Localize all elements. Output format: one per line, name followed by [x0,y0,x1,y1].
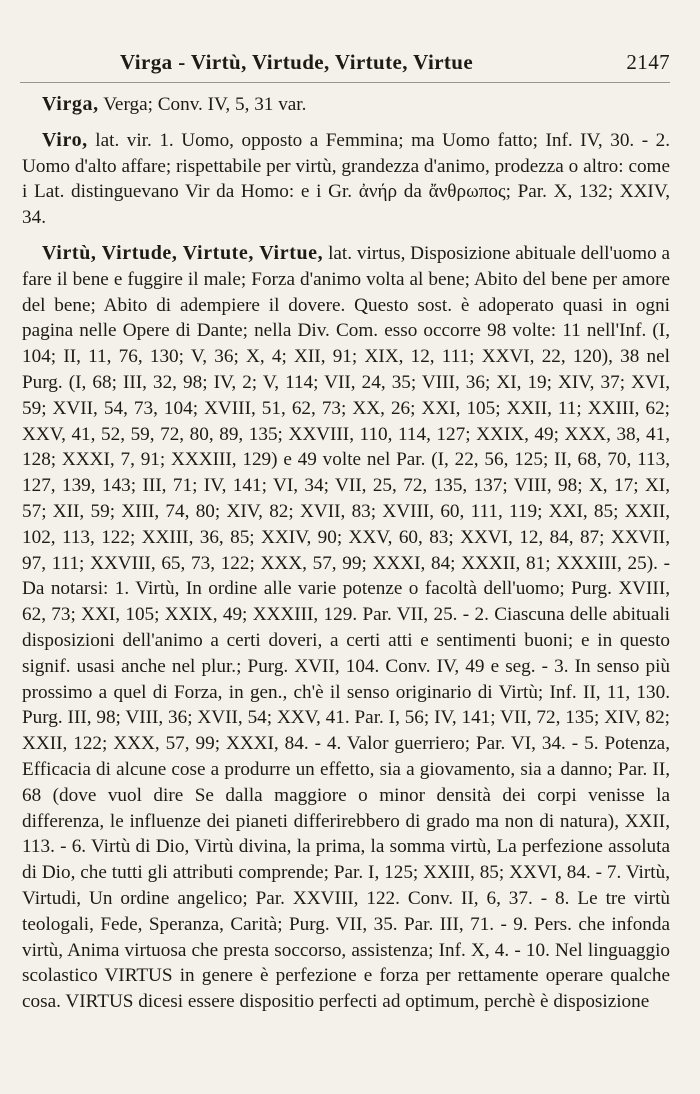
running-head [120,50,670,84]
headword: Virtù, Virtude, Virtute, Virtue, [42,241,324,264]
entry-text: lat. vir. 1. Uomo, opposto a Femmina; ma Uomo fatto; Inf. IV, 30. - 2. Uomo d'alto affare; rispettabile per virtù, grandezza d'animo, prodezza o altro: come i Lat. distinguevano Vir da Homo: e i Gr. ἀνήρ da ἄνθρωπος; Par. X, 132; XXIV, 34. [22,129,670,229]
entry-text: Verga; Conv. IV, 5, 31 var. [98,94,307,115]
entry-virga [22,92,670,118]
running-head-title: Virga - Virtù, Virtude, Virtute, Virtue [120,50,474,74]
page-body [22,92,670,1025]
entry-text: lat. virtus, Disposizione abituale dell'uomo a fare il bene e fuggire il male; Forza d'animo volta al bene; Abito del bene per amore del bene; Abito di adempiere il dovere. Questo sost. è adoperato quasi in ogni pagina nelle Opere di Dante; nella Div. Com. esso occorre 98 volte: 11 nell'Inf. (I, 104; II, 11, 76, 130; V, 36; X, 4; XII, 91; XIX, 12, 111; XXVI, 22, 120), 38 nel Purg. (I, 68; III, 32, 98; IV, 2; V, 114; VII, 24, 35; VIII, 36; XI, 19; XIV, 37; XVI, 59; XVII, 54, 73, 104; XVIII, 51, 62, 73; XX, 26; XXI, 105; XXII, 11; XXIII, 62; XXV, 41, 52, 59, 72, 80, 89, 135; XXVIII, 110, 114, 127; XXIX, 49; XXX, 38, 41, 128; XXXI, 7, 91; XXXIII, 129) e 49 volte nel Par. (I, 22, 56, 125; II, 68, 70, 113, 127, 139, 143; III, 71; IV, 141; VI, 34; VII, 25, 72, 135, 137; VIII, 98; X, 17; XI, 57; XII, 59; XIII, 74, 80; XIV, 82; XVII, 83; XVIII, 60, 111, 119; XXI, 85; XXII, 102, 113, 122; XXIII, 36, 85; XXIV, 90; XXV, 60, 83; XXVI, 12, 84, 87; XXVII, 97, 111; XXVIII, 65, 73, 122; XXX, 57, 99; XXXI, 84; XXXII, 81; XXXIII, 25). - Da notarsi: 1. Virtù, In ordine alle varie potenze o facoltà dell'uomo; Purg. XVIII, 62, 73; XXI, 105; XXIX, 49; XXXIII, 129. Par. VII, 25. - 2. Ciascuna delle abituali disposizioni dell'animo a certi doveri, a certi atti e sentimenti buoni; e in questo signif. usasi anche nel plur.; Purg. XVII, 104. Conv. IV, 49 e seg. - 3. In senso più prossimo a quel di Forza, in gen., ch'è il senso originario di Virtù; Inf. II, 11, 130. Purg. III, 98; VIII, 36; XVII, 54; XXV, 41. Par. I, 56; IV, 141; VII, 72, 135; XIV, 82; XXII, 122; XXX, 57, 99; XXXI, 84. - 4. Valor guerriero; Par. VI, 34. - 5. Potenza, Efficacia di alcune cose a produrre un effetto, sia a giovamento, sia a danno; Par. II, 68 (dove vuol dire Se dalla maggiore o minor densità dei corpi venisse la differenza, le influenze dei pianeti differirebbero di grado ma non di natura), XXII, 113. - 6. Virtù di Dio, Virtù divina, la prima, la somma virtù, La perfezione assoluta di Dio, che tutti gli attributi comprende; Par. I, 125; XXIII, 85; XXVI, 84. - 7. Virtù, Virtudi, Un ordine angelico; Par. XXVIII, 122. Conv. II, 6, 37. - 8. Le tre virtù teologali, Fede, Speranza, Carità; Purg. VII, 35. Par. III, 71. - 9. Pers. che infonda virtù, Anima virtuosa che presta soccorso, assistenza; Inf. X, 4. - 10. Nel linguaggio scolastico VIRTUS in genere è perfezione e forza per rettamente operare qualche cosa. VIRTUS dicesi essere dispositio perfecti ad optimum, perchè è disposizione [22,242,671,1013]
header-rule [20,82,670,83]
entry-viro [22,128,670,231]
page-number: 2147 [626,50,670,74]
headword: Virga, [42,93,99,115]
entry-virtu [22,241,670,1015]
headword: Viro, [42,128,88,151]
